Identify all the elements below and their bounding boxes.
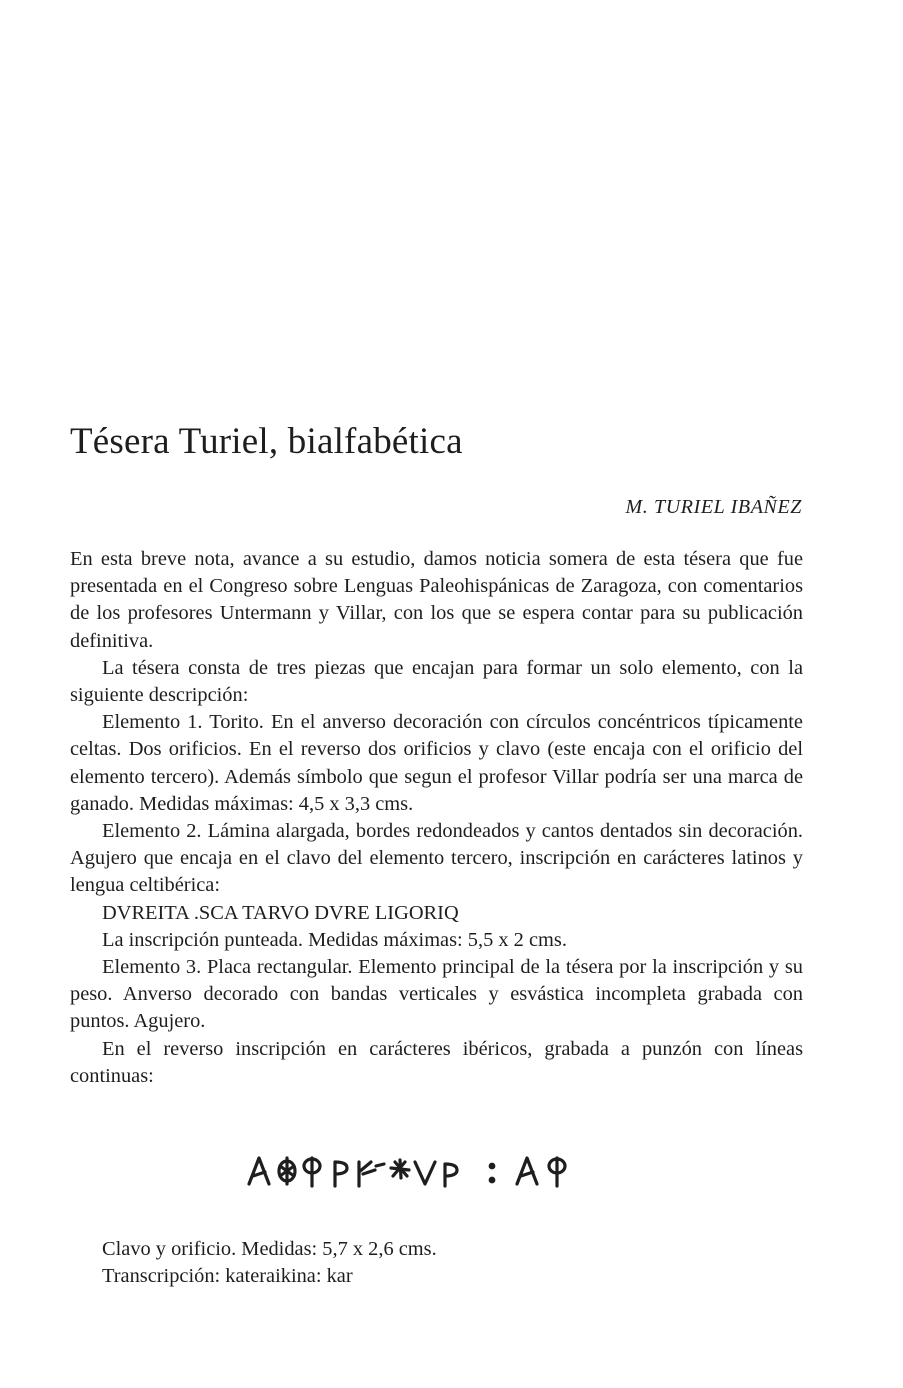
- paragraph-reverso: En el reverso inscripción en carácteres ibéricos, grabada a punzón con líneas continuas:: [70, 1037, 803, 1087]
- paragraph-element-1: Elemento 1. Torito. En el anverso decoración con círculos concéntricos típicamente celtas. Dos orificios. En el reverso dos orificios y clavo (este encaja con el orificio del elemento tercero). Además símbolo que segun el profesor Villar podría ser una marca de ganado. Medidas máximas: 4,5 x 3,3 cms.: [70, 711, 803, 815]
- iberian-script-glyphs-icon: [245, 1150, 585, 1190]
- closing-lines: [102, 1236, 437, 1290]
- article-body: [70, 546, 803, 1090]
- measures-line: Clavo y orificio. Medidas: 5,7 x 2,6 cms.: [102, 1238, 437, 1260]
- latin-inscription: DVREITA .SCA TARVO DVRE LIGORIQ: [102, 901, 459, 924]
- paragraph-element-2: Elemento 2. Lámina alargada, bordes redondeados y cantos dentados sin decoración. Agujero que encaja en el clavo del elemento tercero, inscripción en carácteres latinos y lengua celtibérica:: [70, 820, 803, 897]
- paragraph-description: La tésera consta de tres piezas que encajan para formar un solo elemento, con la siguiente descripción:: [70, 656, 803, 707]
- paragraph-punteada: La inscripción punteada. Medidas máximas: 5,5 x 2 cms.: [102, 928, 567, 951]
- author-name: M. TURIEL IBAÑEZ: [625, 496, 802, 518]
- transcription-line: Transcripción: kateraikina: kar: [102, 1265, 353, 1288]
- article-title: Tésera Turiel, bialfabética: [70, 421, 463, 462]
- paragraph-element-3: Elemento 3. Placa rectangular. Elemento principal de la tésera por la inscripción y su peso. Anverso decorado con bandas verticales y esvástica incompleta grabada con puntos. Agujero.: [70, 956, 803, 1033]
- paragraph-intro: En esta breve nota, avance a su estudio, damos noticia somera de esta tésera que fue presentada en el Congreso sobre Lenguas Paleohispánicas de Zaragoza, con comentarios de los profesores Untermann y Villar, con los que se espera contar para su publicación definitiva.: [70, 548, 803, 652]
